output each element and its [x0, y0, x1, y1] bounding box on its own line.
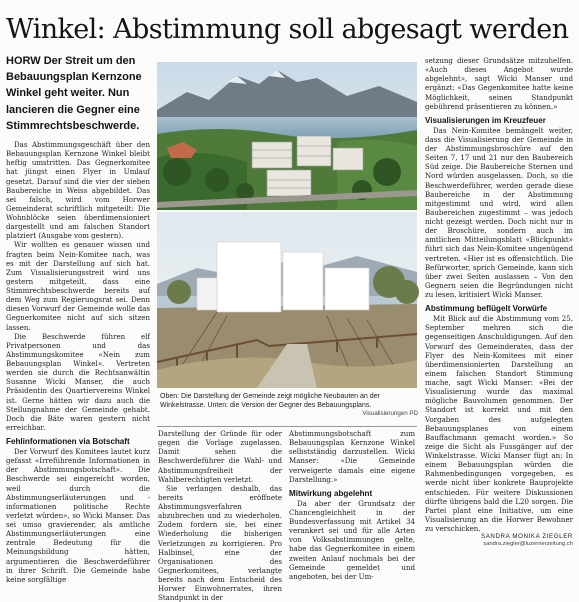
- subheading: Mitwirkung abgelehnt: [289, 488, 373, 498]
- paragraph: Wir wollten es genauer wissen und fragten beim Nein-Komitee nach, was es mit der Darstellung auf sich hat. Zum Visualisierungsstreit wird uns gestern mitgeteilt, dass eine Stimmrechtsbeschwerde bereits auf dem Weg zum Regierungsrat sei. Denn diesen Vorwurf der Gemeinde wolle das Gegnerkomitee nicht auf sich sitzen lassen.: [6, 240, 150, 332]
- paragraph: Abstimmungsbotschaft zum Bebauungsplan Kernzone Winkel selbstständig darzustellen. Wicki Manser: «Die Gemeinde verweigerte damals eine eigene Darstellung.»: [289, 429, 415, 484]
- paragraph: Das Nein-Komitee bemängelt weiter, dass die Visualisierung der Gemeinde in der Abstimmungsbroschüre auf den Seiten 7, 17 und 21 nur den Baubereich Süd zeige. Die Baubereiche Sternen und Nord würden ausgelassen. Doch, so die Beschwerdeführer, werden gerade diese Baubereiche in der Abstimmung mitgestimmt und wird, wird allen Baubereichen zugestimmt – was jedoch nicht gezeigt werden. Doch nicht nur in der Broschüre, sondern auch im amtlichen Mitteilungsblatt «Blickpunkt» führt sich das Nein-Komitee ungenügend vertreten. «Hier ist es offensichtlich. Die Befürworter, sprich Gemeinde, kann sich über zwei Seiten auslassen – Von den Gegnern seien die Begründungen nicht zu lesen, kritisiert Wicki Manser.: [425, 125, 573, 299]
- photo-caption: Oben: Die Darstellung der Gemeinde zeigt mögliche Neubauten an der Winkelstrasse. Unten: die Version der Gegner des Bebauungsplans.: [160, 393, 380, 409]
- headline: Winkel: Abstimmung soll abgesagt werden: [6, 14, 569, 45]
- lead-paragraph: [6, 53, 150, 134]
- visualization-photo-municipality: [157, 62, 417, 210]
- paragraph: Der Vorwurf des Komitees lautet kurz gefasst «Irreführende Informationen in der Abstimmungsbotschaft». Die Beschwerde sei eingereicht worden, weil durch die Abstimmungserläuterungen und -informationen politische Rechte verletzt würden», so Wicki Manser. Das sei umso gravierender, als amtliche Abstimmungserläuterungen eine zentrale Bedeutung für die Meinungsbildung hätten, argumentieren die Beschwerdeführer in ihrer Schrift. Die Gemeinde habe keine sorgfältige: [6, 447, 150, 584]
- article-column-1: [6, 140, 150, 584]
- author-email: sandra.ziegler@luzernerzeitung.ch: [483, 541, 573, 548]
- visualization-photo-opponents: [157, 212, 417, 388]
- subheading: Visualisierungen im Kreuzfeuer: [425, 115, 546, 125]
- lead-place: HORW: [6, 55, 41, 67]
- article-column-2: [158, 429, 282, 602]
- paragraph: Sie verlangen deshalb, das bereits eröffnete Abstimmungsverfahren abzubrechen und zu wiederholen. Zudem fordern sie, bei einer Wiederholung die bisherigen Verletzungen zu korrigieren. Pro Halbinsel, eine der Organisationen des Gegnerkomitees, verlangte bereits nach dem Entscheid des Horwer Einwohnerrates, ihren Standpunkt in der: [158, 483, 282, 602]
- paragraph: Darstellung der Gründe für oder gegen die Vorlage zugelassen. Damit sehen die Beschwerdeführer die Wahl- und Abstimmungsfreiheit der Wahlberechtigten verletzt.: [158, 429, 282, 484]
- article-column-3: [289, 429, 415, 581]
- paragraph: Mit Blick auf die Abstimmung vom 25. September mehren sich die gegenseitigen Anschuldigungen. Auf den Vorwurf des Gemeinderates, dass der Flyer des Nein-Komitees mit einer überdimensionierten Darstellung an einem falschen Standort Stimmung mache, sagt Wicki Manser: «Bei der Visualisierung wurde das maximal mögliche Bauvolumen genommen. Der Standort ist korrekt und mit den Vorgaben des aufgelegten Bebauungsplanes von einem Bauffachmann gemacht worden.» So zeige die Sicht als Fussgänger auf der Winkelstrasse. Wicki Manser fügt an: In einem Bebauungsplan würden die Rahmenbedingungen vorgegeben, es werde nicht über konkrete Bauprojekte entschieden. Für weitere Diskussionen dürfte übrigens bald die L20 sorgen. Die Partei plant eine Initiative, um eine Visualisierung an die Horwer Bewohner zu verschicken.: [425, 314, 573, 533]
- photo-credit: Visualisierungen PD: [362, 410, 418, 417]
- paragraph: setzung dieser Grundsätze mitzuhelfen. «Auch dieses Angebot wurde abgelehnt», sagt Wicki Manser und ergänzt: «Das Gegenkomitee hatte keine Möglichkeit, seinen Standpunkt gebührend präsentieren zu können.»: [425, 56, 573, 111]
- lead-text: Der Streit um den Bebauungsplan Kernzone Winkel geht weiter. Nun lancieren die Gegner eine Stimmrechtsbeschwerde.: [6, 55, 142, 132]
- divider: [157, 426, 417, 427]
- article-column-4: [425, 56, 573, 548]
- paragraph: Da aber der Grundsatz der Chancengleichheit in der Bundesverfassung mit Artikel 34 verankert sei und für alle Arten von Volksabstimmungen gelte, habe das Gegnerkomitee in einem zweiten Anlauf nochmals bei der Gemeinde gemeldet und angeboten, bei der Um-: [289, 498, 415, 581]
- paragraph: Das Abstimmungsgeschäft über den Bebauungsplan Kernzone Winkel bleibt heftig umstritten. Das Gegnerkomitee hat jüngst einen Flyer in Umlauf gesetzt. Darauf sind die vier der sieben Baubereiche in Weiss abgebildet. Das sei falsch, wird vom Horwer Gemeinderat schriftlich mitgeteilt: Die Wohnblöcke seien überdimensioniert dargestellt und am falschen Standort platziert (Ausgabe vom gestern).: [6, 140, 150, 241]
- paragraph: Die Beschwerde führen elf Privatpersonen und das Abstimmungskomitee «Nein zum Bebauungsplan Winkel». Vertreten werden sie durch die Rechtsanwältin Susanne Wicki Manser, die auch Präsidentin des Quartiervereins Winkel ist. Gerne hätten wir dazu auch die Stellungnahme der Gemeinde gehabt. Doch die Bäte waren gestern nicht erreichbar.: [6, 331, 150, 432]
- author-signature: SANDRA MONIKA ZIEGLER: [480, 533, 573, 541]
- subheading: Abstimmung beflügelt Vorwürfe: [425, 304, 548, 314]
- subheading: Fehlinformationen via Botschaft: [6, 437, 130, 446]
